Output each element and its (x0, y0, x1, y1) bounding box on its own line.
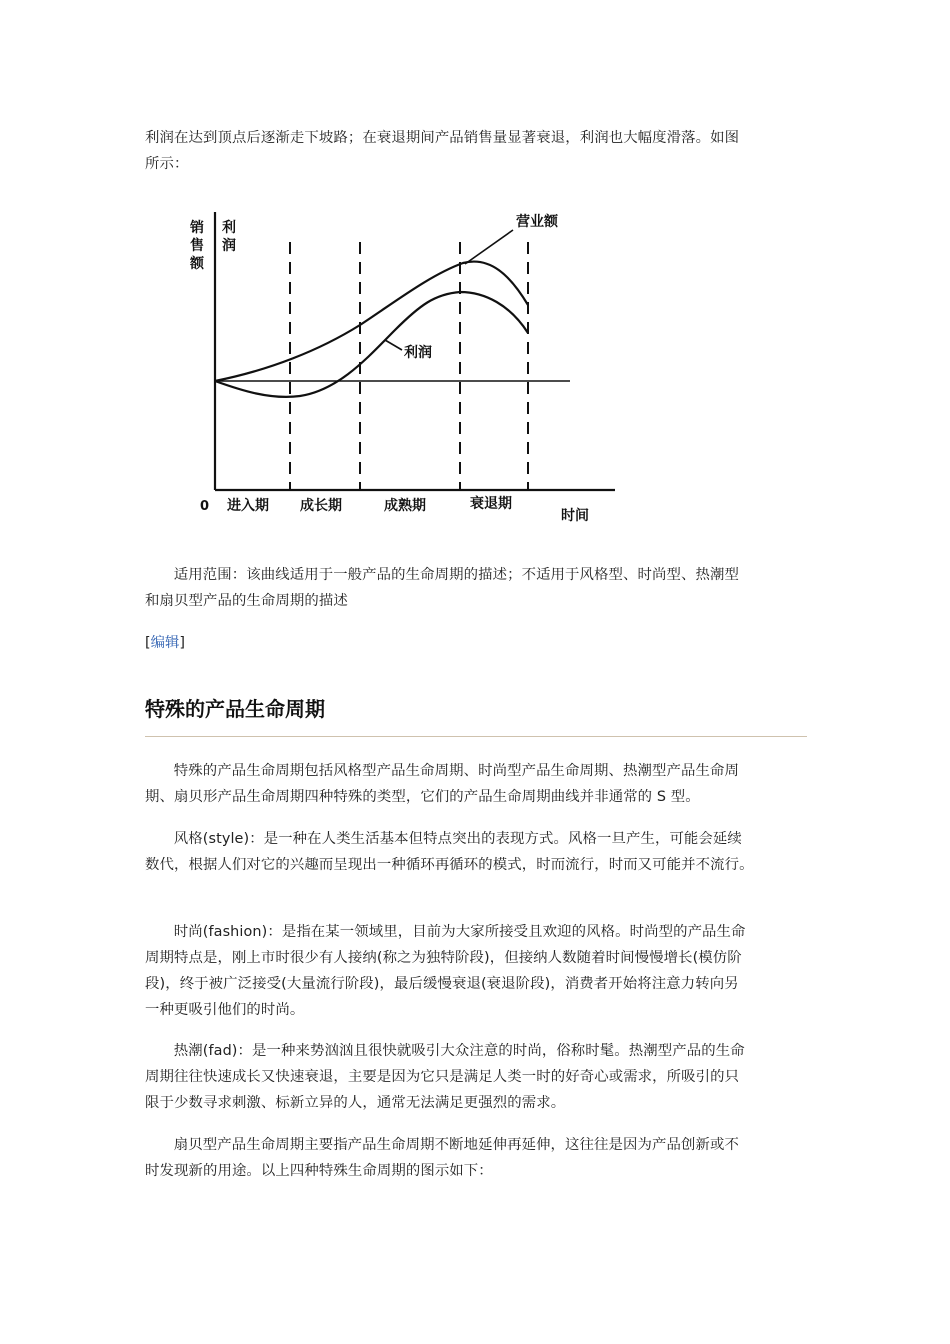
special-line-1: 特殊的产品生命周期包括风格型产品生命周期、时尚型产品生命周期、热潮型产品生命周 (173, 763, 739, 779)
fad-line-2: 周期往往快速成长又快速衰退，主要是因为它只是满足人类一时的好奇心或需求，所吸引的只 (145, 1069, 740, 1085)
section-title: 特殊的产品生命周期 (145, 697, 325, 721)
stage-label-maturity: 成熟期 (384, 498, 426, 514)
revenue-curve (215, 262, 528, 381)
edit-link-container (145, 630, 185, 656)
y-label-profit-1: 利 (222, 220, 236, 236)
intro-paragraph (145, 125, 807, 177)
fad-paragraph (145, 1038, 807, 1116)
profit-leader-line (385, 340, 402, 350)
fashion-paragraph (145, 919, 807, 1023)
fashion-line-4: 一种更吸引他们的时尚。 (145, 1002, 305, 1018)
product-life-cycle-figure (180, 190, 620, 530)
intro-line-2: 所示： (145, 156, 189, 172)
stage-label-decline: 衰退期 (470, 496, 512, 512)
life-cycle-diagram (180, 190, 620, 530)
style-line-2: 数代，根据人们对它的兴趣而呈现出一种循环再循环的模式，时而流行，时而又可能并不流行。 (145, 857, 754, 873)
y-label-sales-2: 售 (190, 238, 204, 254)
y-label-profit-2: 润 (222, 238, 236, 254)
revenue-curve-label: 营业额 (516, 214, 558, 230)
profit-curve-label: 利润 (404, 345, 432, 361)
fashion-line-1: 时尚(fashion)：是指在某一领域里，目前为大家所接受且欢迎的风格。时尚型的产品生命 (173, 924, 746, 940)
style-paragraph (145, 826, 807, 878)
y-label-sales-3: 额 (190, 256, 204, 272)
special-line-2: 期、扇贝形产品生命周期四种特殊的类型，它们的产品生命周期曲线并非通常的 S 型。 (145, 789, 700, 805)
fashion-line-3: 段)，终于被广泛接受(大量流行阶段)，最后缓慢衰退(衰退阶段)，消费者开始将注意力转向另 (145, 976, 739, 992)
scope-line-2: 和扇贝型产品的生命周期的描述 (145, 593, 348, 609)
scallop-line-1: 扇贝型产品生命周期主要指产品生命周期不断地延伸再延伸，这往往是因为产品创新或不 (173, 1137, 739, 1153)
stage-label-entry: 进入期 (227, 498, 269, 514)
edit-bracket-open: [ (145, 635, 151, 651)
x-axis-label-time: 时间 (561, 508, 589, 524)
scope-line-1: 适用范围：该曲线适用于一般产品的生命周期的描述；不适用于风格型、时尚型、热潮型 (173, 567, 739, 583)
edit-link[interactable]: 编辑 (150, 635, 180, 651)
intro-line-1: 利润在达到顶点后逐渐走下坡路；在衰退期间产品销售量显著衰退，利润也大幅度滑落。如图 (145, 130, 740, 146)
scallop-line-2: 时发现新的用途。以上四种特殊生命周期的图示如下： (145, 1163, 493, 1179)
revenue-leader-line (465, 230, 513, 264)
fad-line-3: 限于少数寻求刺激、标新立异的人，通常无法满足更强烈的需求。 (145, 1095, 566, 1111)
y-label-sales-1: 销 (190, 220, 204, 236)
scope-paragraph (145, 562, 807, 614)
section-divider (145, 736, 807, 737)
edit-bracket-close: ] (179, 635, 186, 651)
special-paragraph (145, 758, 807, 810)
stage-label-growth: 成长期 (300, 498, 342, 514)
fad-line-1: 热潮(fad)：是一种来势汹汹且很快就吸引大众注意的时尚，俗称时髦。热潮型产品的生命 (173, 1043, 745, 1059)
origin-label: 0 (200, 499, 210, 514)
style-line-1: 风格(style)：是一种在人类生活基本但特点突出的表现方式。风格一旦产生，可能会延续 (173, 831, 742, 847)
scallop-paragraph (145, 1132, 807, 1184)
fashion-line-2: 周期特点是，刚上市时很少有人接纳(称之为独特阶段)，但接纳人数随着时间慢慢增长(模仿阶 (145, 950, 742, 966)
